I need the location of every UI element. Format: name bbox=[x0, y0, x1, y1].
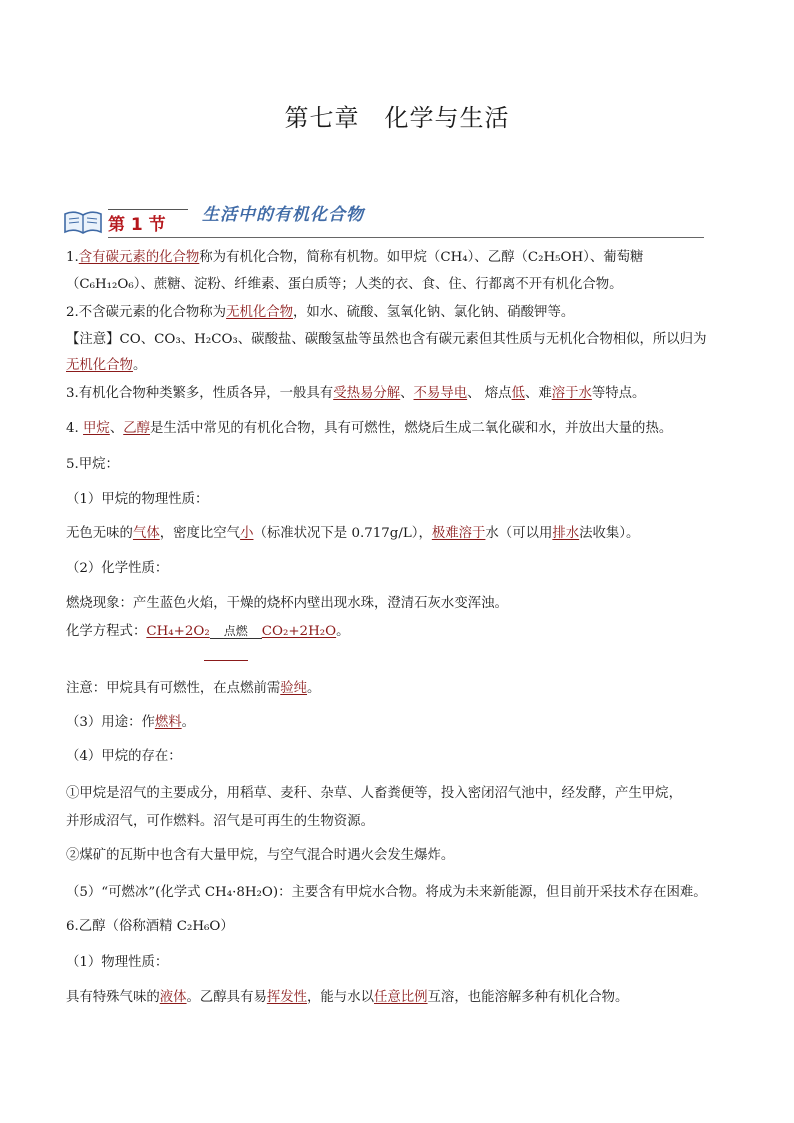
para-1-line-2: （C₆H₁₂O₆）、蔗糖、淀粉、纤维素、蛋白质等；人类的衣、食、住、行都离不开有机化合物。 bbox=[66, 277, 623, 292]
ethanol-physical-props: 具有特殊气味的液体。乙醇具有易挥发性，能与水以任意比例互溶，也能溶解多种有机化合物。 bbox=[66, 990, 629, 1005]
physical-heading: （1）甲烷的物理性质： bbox=[66, 492, 209, 507]
para-2: 2.不含碳元素的化合物称为无机化合物，如水、硫酸、氢氧化钠、氯化钠、硝酸钾等。 bbox=[66, 305, 575, 320]
section-header bbox=[62, 196, 704, 242]
chemical-heading: （2）化学性质： bbox=[66, 561, 169, 576]
reaction-arrow: 点燃 bbox=[210, 624, 262, 639]
note-line-1: 【注意】CO、CO₃、H₂CO₃、碳酸盐、碳酸氢盐等虽然也含有碳元素但其性质与无机化合物相似，所以归为 bbox=[66, 332, 707, 347]
para-3: 3.有机化合物种类繁多，性质各异，一般具有受热易分解、不易导电、 熔点低、难溶于水等特点。 bbox=[66, 386, 646, 401]
methane-heading: 5.甲烷： bbox=[66, 457, 119, 472]
para-4: 4. 甲烷、乙醇是生活中常见的有机化合物，具有可燃性，燃烧后生成二氧化碳和水，并放出大量的热。 bbox=[66, 421, 673, 436]
existence-2: ②煤矿的瓦斯中也含有大量甲烷，与空气混合时遇火会发生爆炸。 bbox=[66, 848, 455, 863]
header-rule-bottom bbox=[108, 237, 704, 238]
note-line-2: 无机化合物。 bbox=[66, 358, 147, 373]
chapter-title: 第七章 化学与生活 bbox=[284, 104, 510, 132]
para-1-line-1: 1.含有碳元素的化合物称为有机化合物，简称有机物。如甲烷（CH₄）、乙醇（C₂H₅OH）、葡萄糖 bbox=[66, 250, 644, 265]
section-number: 第 1 节 bbox=[108, 215, 166, 235]
combustible-ice: （5）“可燃冰”(化学式 CH₄·8H₂O)：主要含有甲烷水合物。将成为未来新能源，但目前开采技术存在困难。 bbox=[66, 885, 707, 900]
caution-line: 注意：甲烷具有可燃性，在点燃前需验纯。 bbox=[66, 681, 321, 696]
ethanol-heading: 6.乙醇（俗称酒精 C₂H₆O） bbox=[66, 919, 234, 934]
use-line: （3）用途：作燃料。 bbox=[66, 715, 196, 730]
existence-heading: （4）甲烷的存在： bbox=[66, 749, 182, 764]
chemical-equation: 化学方程式：CH₄+2O₂ 点燃 CO₂+2H₂O。 bbox=[66, 624, 350, 639]
combustion-phenomenon: 燃烧现象：产生蓝色火焰，干燥的烧杯内壁出现水珠，澄清石灰水变浑浊。 bbox=[66, 596, 508, 611]
open-book-icon bbox=[62, 208, 104, 236]
section-name: 生活中的有机化合物 bbox=[202, 205, 364, 225]
existence-1-line-2: 并形成沼气，可作燃料。沼气是可再生的生物资源。 bbox=[66, 814, 374, 829]
existence-1-line-1: ①甲烷是沼气的主要成分，用稻草、麦秆、杂草、人畜粪便等，投入密闭沼气池中，经发酵，产生甲烷， bbox=[66, 786, 682, 801]
physical-props: 无色无味的气体，密度比空气小（标准状况下是 0.717g/L），极难溶于水（可以用排水法收集）。 bbox=[66, 526, 640, 541]
equation-underline bbox=[204, 660, 248, 661]
ethanol-physical-heading: （1）物理性质： bbox=[66, 955, 169, 970]
